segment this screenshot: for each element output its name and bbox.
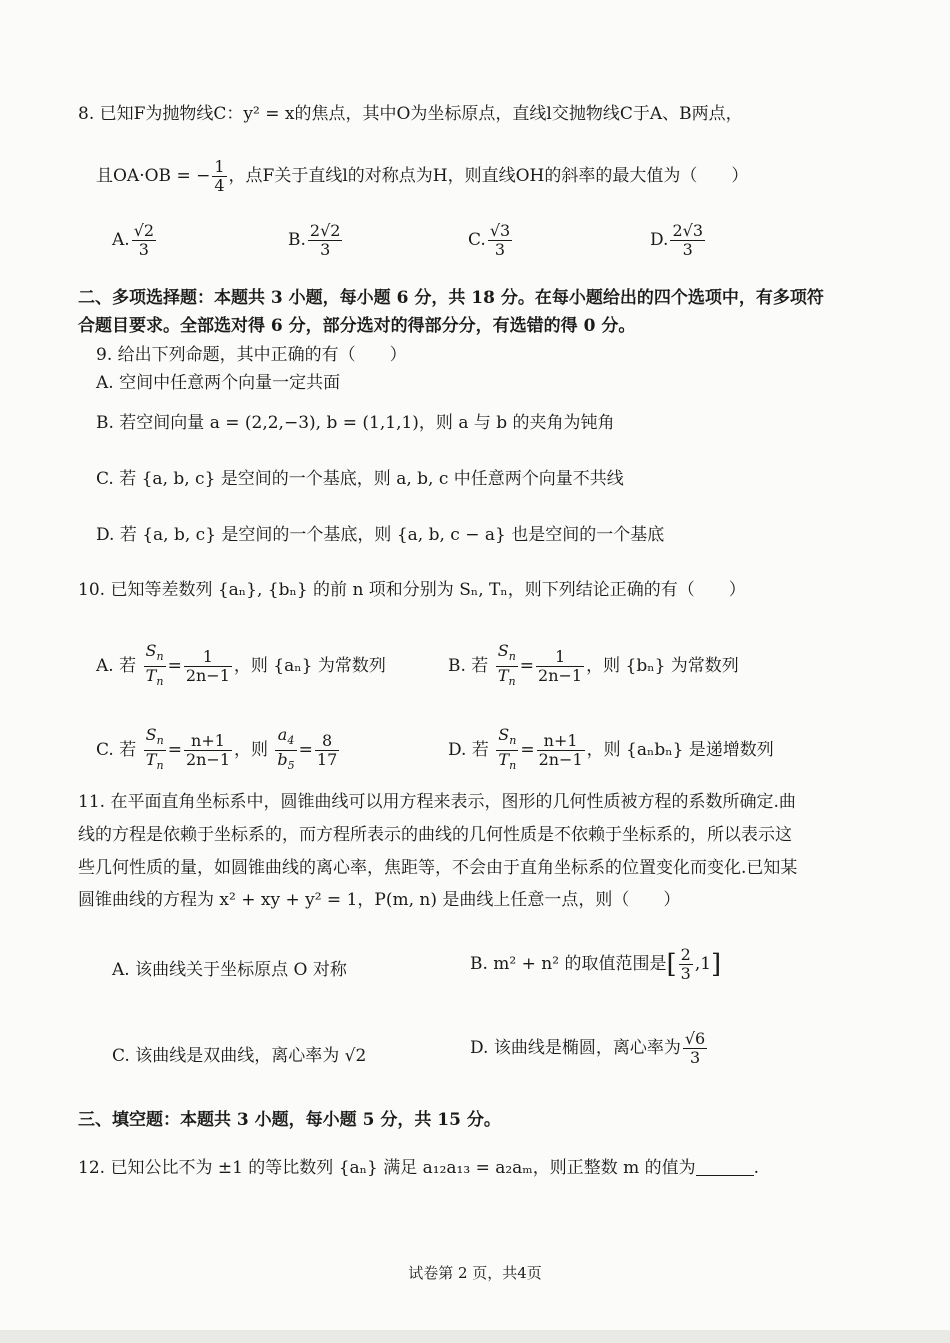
section2-heading-2: 合题目要求。全部选对得 6 分，部分选对的得部分分，有选错的得 0 分。 xyxy=(78,316,636,336)
frac-den: 17 xyxy=(316,750,338,769)
q9-option-c: C. 若 {a, b, c} 是空间的一个基底，则 a, b, c 中任意两个向量不共线 xyxy=(96,469,624,489)
q8-line2 xyxy=(96,158,748,195)
sn-tn-fraction: $\frac{S_n}{T_n}$ xyxy=(145,725,164,772)
q8-frac-num: 1 xyxy=(214,157,225,176)
frac-num: n+1 xyxy=(537,732,585,751)
section3-heading: 三、填空题：本题共 3 小题，每小题 5 分，共 15 分。 xyxy=(78,1110,501,1130)
q8-option-c xyxy=(468,222,514,259)
option-prefix: B. 若 xyxy=(448,656,489,676)
q8-option-b xyxy=(288,222,344,259)
option-suffix: ，则 {aₙbₙ} 是递增数列 xyxy=(586,740,774,760)
frac-num: 8 xyxy=(315,732,339,751)
range-upper: ,1 xyxy=(694,954,712,974)
frac-num: 1 xyxy=(184,648,232,667)
option-fraction xyxy=(679,946,693,983)
frac-den: 2n−1 xyxy=(185,666,230,685)
frac-den: 2n−1 xyxy=(538,666,583,685)
frac-den: 3 xyxy=(682,240,693,259)
frac-num: 2√2 xyxy=(309,221,341,240)
scan-edge xyxy=(0,1330,950,1343)
a4-b5-fraction: $\frac{a_4}{b_5}$ xyxy=(277,725,295,772)
frac-num: 1 xyxy=(536,648,584,667)
frac-num: n+1 xyxy=(184,732,232,751)
option-prefix: D. 该曲线是椭圆，离心率为 xyxy=(470,1038,681,1058)
option-fraction xyxy=(683,1030,707,1067)
q11-option-b: B. m² + n² 的取值范围是[ $\frac{2}{3}$ ,1] xyxy=(470,945,722,983)
option-label: C. xyxy=(468,230,486,250)
q9-option-b: B. 若空间向量 a = (2,2,−3), b = (1,1,1)，则 a 与 b 的夹角为钝角 xyxy=(96,413,615,433)
option-mid: ，则 xyxy=(234,740,269,760)
frac-num: 2√3 xyxy=(672,221,703,240)
option-label: A. xyxy=(112,230,130,250)
frac-num: √3 xyxy=(489,221,511,240)
frac-num: 2 xyxy=(680,945,691,964)
q12-stem xyxy=(78,1156,759,1180)
frac-den: 2n−1 xyxy=(185,750,231,769)
option-suffix: ，则 {bₙ} 为常数列 xyxy=(586,656,739,676)
q8-option-d xyxy=(650,222,707,259)
option-prefix: B. m² + n² 的取值范围是 xyxy=(470,954,667,974)
q11-option-d xyxy=(470,1030,709,1067)
option-fraction xyxy=(184,648,232,685)
frac-den: 2n−1 xyxy=(538,750,583,769)
frac-num: √6 xyxy=(684,1029,706,1048)
sn-tn-fraction: $\frac{S_n}{T_n}$ xyxy=(145,641,164,688)
q8-option-a xyxy=(112,222,158,259)
q8-frac-den: 4 xyxy=(214,176,225,195)
frac-num: √2 xyxy=(133,221,155,240)
q8-fraction xyxy=(212,158,226,195)
section2-heading: 二、多项选择题：本题共 3 小题，每小题 6 分，共 18 分。在每小题给出的四个选项中，有多项符 xyxy=(78,288,824,308)
q11-line1: 11. 在平面直角坐标系中，圆锥曲线可以用方程来表示，图形的几何性质被方程的系数所确定.曲 xyxy=(78,792,796,812)
sn-tn-fraction: $\frac{S_n}{T_n}$ xyxy=(498,725,517,772)
q10-option-d: D. 若 $\frac{S_n}{T_n}$ = $\frac{n+1}{2n-1}$ ，则 {aₙbₙ} 是递增数列 xyxy=(448,726,774,775)
frac-den: 3 xyxy=(689,1048,701,1067)
option-prefix: A. 若 xyxy=(96,656,137,676)
sn-tn-fraction: $\frac{S_n}{T_n}$ xyxy=(497,641,516,688)
frac-den: 3 xyxy=(320,240,331,259)
q10-option-a: A. 若 $\frac{S_n}{T_n}$ = $\frac{1}{2n-1}$ ，则 {aₙ} 为常数列 xyxy=(96,642,386,691)
option-label: D. xyxy=(650,230,669,250)
option-fraction xyxy=(132,222,156,259)
q10-option-c: C. 若 $\frac{S_n}{T_n}$ = $\frac{n+1}{2n-1}$ ，则 $\frac{a_4}{b_5}$ = $\frac{8}{17}$ xyxy=(96,726,341,775)
frac-den: 3 xyxy=(680,964,691,983)
option-fraction xyxy=(308,222,343,259)
page-footer: 试卷第 2 页，共4页 xyxy=(408,1264,542,1282)
q8-dot-expr: OA·OB = − xyxy=(113,166,211,186)
option-fraction xyxy=(184,732,232,769)
q11-line4: 圆锥曲线的方程为 x² + xy + y² = 1，P(m, n) 是曲线上任意一点，则（ ） xyxy=(78,890,681,910)
option-fraction xyxy=(536,648,584,685)
q9-option-a: A. 空间中任意两个向量一定共面 xyxy=(96,373,341,393)
q9-stem: 9. 给出下列命题，其中正确的有（ ） xyxy=(96,345,407,365)
option-result-fraction xyxy=(315,732,339,769)
option-fraction xyxy=(670,222,705,259)
q8-line2-suffix: ，点F关于直线l的对称点为H，则直线OH的斜率的最大值为（ ） xyxy=(228,166,749,186)
q8-line2-prefix: 且 xyxy=(96,166,113,186)
option-prefix: C. 若 xyxy=(96,740,137,760)
q12-text: 12. 已知公比不为 ±1 的等比数列 {aₙ} 满足 a₁₂a₁₃ = a₂aₘ，则正整数 m 的值为 xyxy=(78,1158,696,1178)
option-suffix: ，则 {aₙ} 为常数列 xyxy=(233,656,386,676)
q11-option-a: A. 该曲线关于坐标原点 O 对称 xyxy=(112,960,347,980)
q11-line3: 些几何性质的量，如圆锥曲线的离心率，焦距等，不会由于直角坐标系的位置变化而变化.已知某 xyxy=(78,858,798,878)
q10-option-b: B. 若 $\frac{S_n}{T_n}$ = $\frac{1}{2n-1}$ ，则 {bₙ} 为常数列 xyxy=(448,642,739,691)
frac-den: 3 xyxy=(138,240,149,259)
q10-stem: 10. 已知等差数列 {aₙ}, {bₙ} 的前 n 项和分别为 Sₙ, Tₙ，则下列结论正确的有（ ） xyxy=(78,580,746,600)
option-fraction xyxy=(537,732,585,769)
q9-option-d: D. 若 {a, b, c} 是空间的一个基底，则 {a, b, c − a} 也是空间的一个基底 xyxy=(96,525,665,545)
frac-den: 3 xyxy=(494,240,506,259)
q12-period: . xyxy=(753,1158,760,1178)
answer-blank[interactable] xyxy=(696,1175,754,1176)
q8-line1: 8. 已知F为抛物线C：y² = x的焦点，其中O为坐标原点，直线l交抛物线C于A、B两点， xyxy=(78,104,743,124)
option-label: B. xyxy=(288,230,306,250)
q11-line2: 线的方程是依赖于坐标系的，而方程所表示的曲线的几何性质是不依赖于坐标系的，所以表示这 xyxy=(78,825,792,845)
option-fraction xyxy=(488,222,512,259)
q11-option-c: C. 该曲线是双曲线，离心率为 √2 xyxy=(112,1046,367,1066)
option-prefix: D. 若 xyxy=(448,740,489,760)
